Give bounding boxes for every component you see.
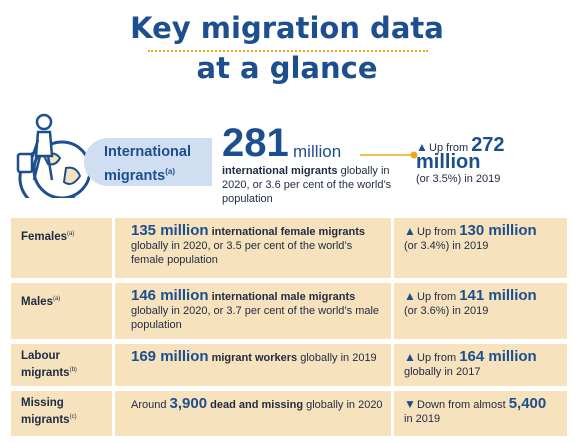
- row-prefix: Around: [131, 399, 170, 411]
- arrow-down-icon: ▼: [404, 397, 416, 411]
- table-row-males: [11, 283, 567, 339]
- row-change: [394, 283, 567, 339]
- row-change-value: 164 million: [459, 348, 537, 365]
- row-change-rest: in 2019: [404, 413, 441, 425]
- row-label-note: (a): [52, 296, 61, 302]
- row-value: 169 million: [131, 348, 209, 365]
- row-value: 3,900: [169, 395, 208, 412]
- row-label-line-2: migrants: [21, 413, 70, 426]
- row-main: [115, 391, 391, 436]
- hero-desc-rest: globally in 2020, or 3.6 per cent of the world’s population: [222, 165, 392, 205]
- row-change: [394, 391, 567, 436]
- hero-label-line-1: International: [104, 144, 192, 160]
- hero-label: [104, 143, 214, 186]
- row-label-note: (a): [67, 231, 75, 237]
- hero-value: 281: [222, 121, 289, 165]
- hero-change: [416, 134, 574, 186]
- table-row-missing-migrants: [11, 391, 567, 436]
- row-label-line-1: Labour: [21, 350, 60, 362]
- row-change-prefix: Up from: [417, 352, 457, 364]
- row-change-rest: (or 3.4%) in 2019: [404, 240, 489, 252]
- title-line-1: Key migration data: [130, 11, 444, 45]
- hero-description: [222, 164, 402, 206]
- row-bold: international female migrants: [208, 226, 366, 238]
- page-title: [0, 8, 574, 88]
- row-label-text: Females: [21, 230, 68, 243]
- migrant-globe-icon: [10, 108, 90, 198]
- row-change-prefix: Down from almost: [417, 399, 506, 411]
- row-rest: globally in 2020, or 3.5 per cent of the world’s female population: [131, 240, 353, 266]
- row-label-text: Males: [21, 295, 53, 308]
- title-line-2: at a glance: [196, 51, 378, 85]
- hero-unit: million: [293, 142, 342, 161]
- hero-connector-icon: [360, 151, 420, 159]
- row-main: [115, 283, 391, 339]
- table-row-labour-migrants: [11, 344, 567, 386]
- row-bold: dead and missing: [207, 399, 304, 411]
- row-main: [115, 344, 391, 386]
- arrow-up-icon: ▲: [404, 350, 416, 364]
- row-change: [394, 344, 567, 386]
- row-change-rest: (or 3.6%) in 2019: [404, 305, 489, 317]
- row-main: [115, 218, 391, 278]
- row-label-line-2: migrants: [21, 366, 70, 379]
- row-change-value: 141 million: [459, 287, 537, 304]
- row-value: 146 million: [131, 287, 209, 304]
- row-bold: migrant workers: [208, 352, 298, 364]
- row-label: [11, 218, 112, 278]
- arrow-up-icon: ▲: [404, 224, 416, 238]
- row-rest: globally in 2020, or 3.7 per cent of the world’s male population: [131, 305, 380, 331]
- arrow-up-icon: ▲: [404, 289, 416, 303]
- row-bold: international male migrants: [208, 291, 356, 303]
- row-label: [11, 344, 112, 386]
- hero-change-value: 272 million: [416, 134, 505, 173]
- hero-label-note: (a): [165, 167, 176, 176]
- row-label-note: (b): [69, 367, 77, 373]
- hero-change-rest: (or 3.5%) in 2019: [416, 173, 501, 185]
- arrow-up-icon: ▲: [416, 140, 428, 154]
- row-label: [11, 391, 112, 436]
- row-rest: globally in 2020: [303, 399, 383, 411]
- row-change-rest: globally in 2017: [404, 366, 481, 378]
- row-label-note: (c): [69, 414, 77, 420]
- hero-desc-bold: international migrants: [222, 165, 338, 177]
- hero-change-prefix: Up from: [429, 142, 469, 154]
- row-change-value: 5,400: [508, 395, 547, 412]
- row-change-prefix: Up from: [417, 291, 457, 303]
- hero-label-line-2: migrants: [104, 167, 166, 184]
- row-value: 135 million: [131, 222, 209, 239]
- row-change: [394, 218, 567, 278]
- row-label: [11, 283, 112, 339]
- row-change-prefix: Up from: [417, 226, 457, 238]
- row-change-value: 130 million: [459, 222, 537, 239]
- title-divider: [148, 50, 428, 52]
- table-row-females: [11, 218, 567, 278]
- row-label-line-1: Missing: [21, 397, 64, 409]
- row-rest: globally in 2019: [297, 352, 377, 364]
